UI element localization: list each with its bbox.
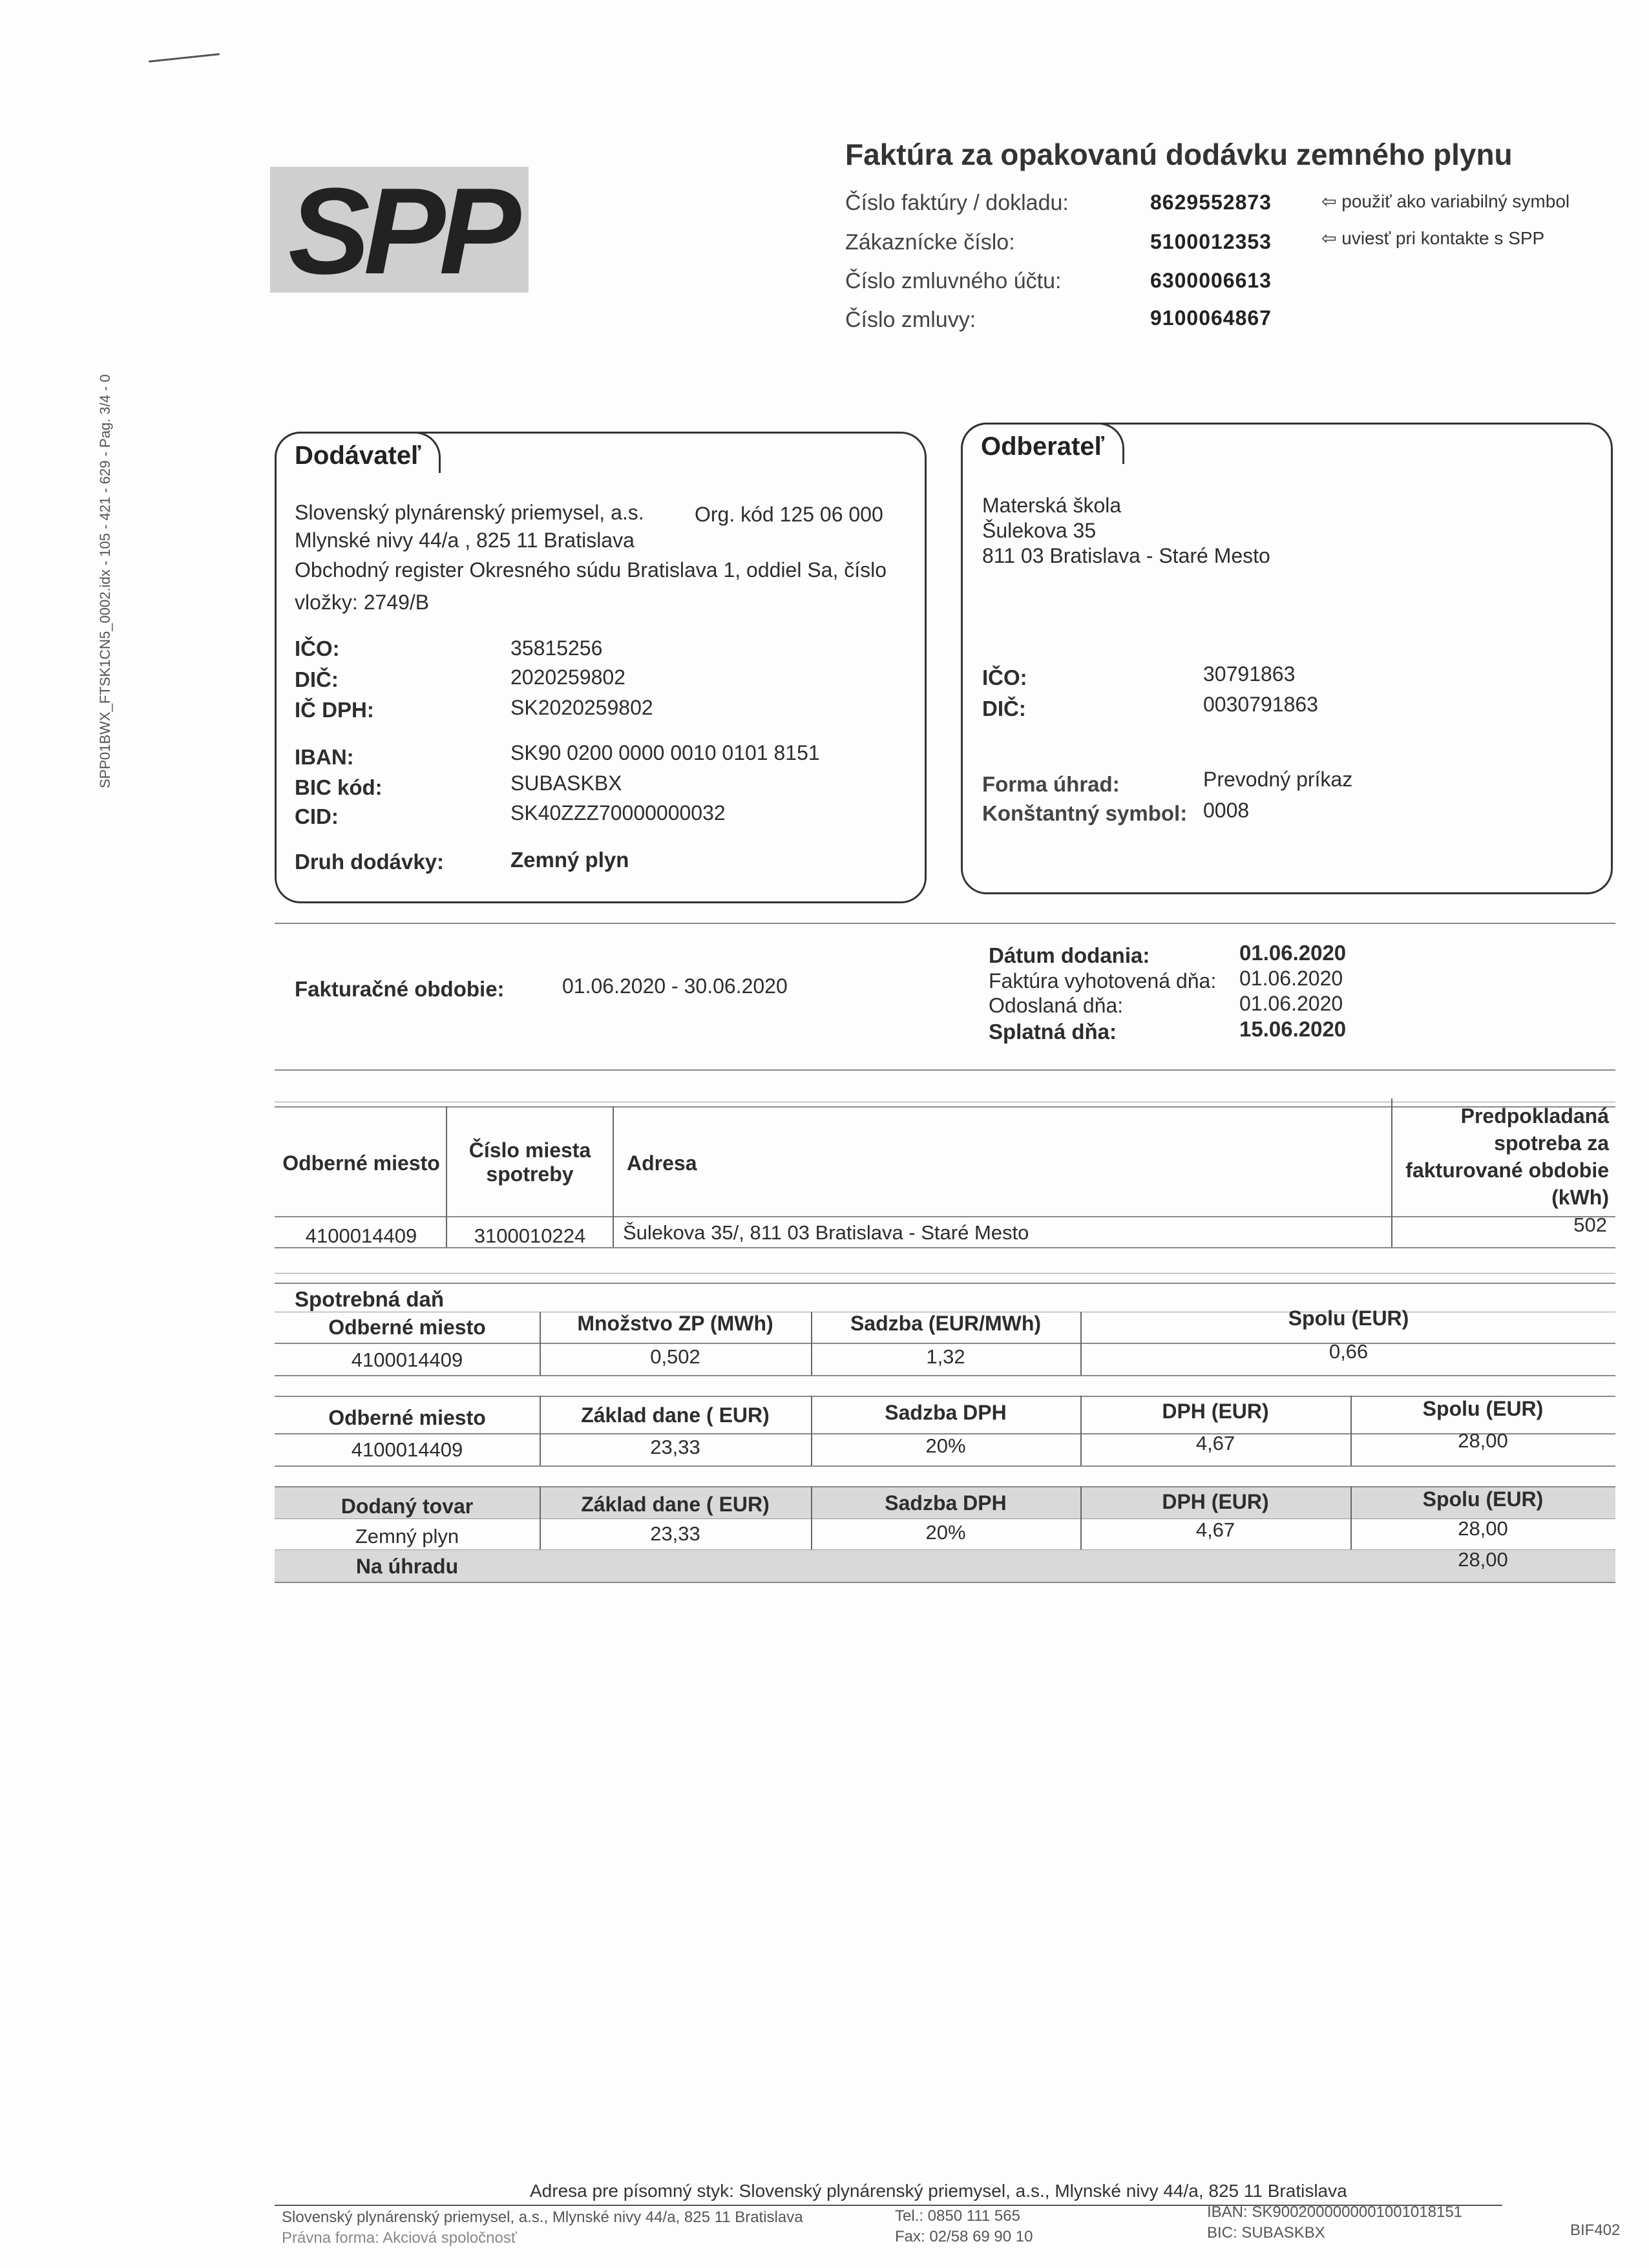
issued-date: 01.06.2020 [1239,967,1343,990]
sent-date-label: Odoslaná dňa: [989,994,1124,1017]
supplier-dic-label: DIČ: [295,667,339,691]
consumption-place: 4100014409 [305,1224,417,1247]
customer-number: 5100012353 [1150,230,1272,253]
consumption-kwh: 502 [1573,1213,1607,1236]
consumption-header-address: Adresa [627,1151,697,1175]
vat-header-vat: DPH (EUR) [1162,1400,1269,1423]
excise-amount: 0,502 [650,1345,700,1368]
supplier-bic-label: BIC kód: [295,775,383,799]
supplier-delivery: Zemný plyn [510,848,629,872]
summary-base: 23,33 [650,1522,700,1545]
customer-name: Materská škola [982,494,1122,517]
supplier-icdph-label: IČ DPH: [295,698,374,722]
customer-dic-label: DIČ: [982,697,1026,720]
table-col-line [613,1106,614,1247]
supplier-ico-label: IČO: [295,636,340,660]
customer-payment: Prevodný príkaz [1203,768,1353,791]
vat-header-total: Spolu (EUR) [1422,1397,1544,1420]
contract-number-label: Číslo zmluvy: [845,308,976,332]
footer-legal: Právna forma: Akciová spoločnosť [282,2229,517,2247]
vat-header-base: Základ dane ( EUR) [581,1403,770,1427]
supplier-delivery-label: Druh dodávky: [295,850,445,874]
customer-city: 811 03 Bratislava - Staré Mesto [982,544,1270,567]
supplier-iban-label: IBAN: [295,745,354,769]
table-col-line [446,1106,447,1247]
summary-header-vat: DPH (EUR) [1162,1490,1269,1513]
excise-title: Spotrebná daň [295,1287,445,1311]
summary-vat: 4,67 [1195,1518,1235,1541]
spp-logo [270,163,529,300]
customer-ks-label: Konštantný symbol: [982,801,1188,825]
supplier-cid-label: CID: [295,804,339,828]
vat-base: 23,33 [650,1436,700,1458]
scan-mark [149,53,220,62]
billing-period: 01.06.2020 - 30.06.2020 [562,974,788,998]
summary-header-total: Spolu (EUR) [1422,1487,1544,1511]
excise-header-amount: Množstvo ZP (MWh) [577,1312,773,1335]
table-line [275,1465,1615,1467]
spp-logo-text: SPP [288,163,515,300]
customer-title: Odberateľ [961,423,1124,464]
supplier-register: Obchodný register Okresného súdu Bratislava 1, oddiel Sa, číslo [295,558,887,582]
customer-ico: 30791863 [1203,662,1296,686]
amount-due-label: Na úhradu [355,1555,459,1578]
footer-code: BIF402 [1570,2221,1621,2239]
supplier-address: Mlynské nivy 44/a , 825 11 Bratislava [295,529,635,552]
customer-number-label: Zákaznícke číslo: [845,230,1015,255]
footer-fax: Fax: 02/58 69 90 10 [895,2228,1033,2245]
customer-payment-label: Forma úhrad: [982,772,1120,796]
side-document-code: SPP01BWX_FTSK1CN5_0002.idx - 105 - 421 - 629 - Pag. 3/4 - 0 [97,374,113,788]
supplier-icdph: SK2020259802 [510,696,653,719]
table-line [275,1273,1615,1274]
divider-line [275,1069,1615,1071]
summary-header-base: Základ dane ( EUR) [581,1493,770,1516]
delivery-date-label: Dátum dodania: [989,943,1150,967]
supplier-cid: SK40ZZZ70000000032 [510,801,726,824]
summary-total: 28,00 [1458,1517,1508,1540]
excise-header-place: Odberné miesto [328,1316,486,1339]
vat-total: 28,00 [1458,1429,1508,1452]
excise-header-total: Spolu (EUR) [1288,1307,1409,1330]
consumption-point-number: 3100010224 [474,1224,586,1247]
invoice-title: Faktúra za opakovanú dodávku zemného plynu [845,138,1513,171]
billing-period-label: Fakturačné obdobie: [295,977,505,1001]
table-line [275,1582,1615,1583]
vat-amount: 4,67 [1195,1432,1235,1454]
consumption-header-place: Odberné miesto [282,1151,440,1175]
footer-bic: BIC: SUBASKBX [1207,2224,1325,2242]
supplier-ico: 35815256 [510,636,603,660]
invoice-number-label: Číslo faktúry / dokladu: [845,191,1069,215]
excise-place: 4100014409 [351,1349,463,1371]
delivery-date: 01.06.2020 [1239,941,1347,965]
contract-account: 6300006613 [1150,269,1272,292]
consumption-header-kwh: Predpokladaná spotreba za fakturované obdobie (kWh) [1405,1104,1609,1209]
customer-ico-label: IČO: [982,666,1027,689]
due-date-label: Splatná dňa: [989,1020,1117,1044]
table-line [275,1375,1615,1376]
consumption-address: Šulekova 35/, 811 03 Bratislava - Staré Mesto [623,1221,1029,1244]
consumption-header-number: Číslo miesta spotreby [468,1139,591,1186]
supplier-org-code: Org. kód 125 06 000 [695,503,883,526]
footer-company: Slovenský plynárenský priemysel, a.s., Mlynské nivy 44/a, 825 11 Bratislava [282,2209,803,2226]
divider-line [275,923,1615,924]
supplier-register-2: vložky: 2749/B [295,591,430,614]
vat-place: 4100014409 [351,1438,463,1461]
summary-rate: 20% [925,1521,966,1544]
amount-due: 28,00 [1458,1548,1508,1571]
issued-date-label: Faktúra vyhotovená dňa: [989,969,1217,992]
customer-ks: 0008 [1203,799,1250,822]
vat-rate: 20% [925,1434,966,1457]
supplier-name: Slovenský plynárenský priemysel, a.s. [295,501,644,524]
summary-header-goods: Dodaný tovar [341,1495,474,1518]
footer-tel: Tel.: 0850 111 565 [895,2207,1020,2225]
footer-iban: IBAN: SK9002000000001001018151 [1207,2203,1463,2221]
contract-account-label: Číslo zmluvného účtu: [845,269,1062,293]
invoice-number: 8629552873 [1150,191,1272,214]
vat-header-place: Odberné miesto [328,1406,486,1429]
contract-number: 9100064867 [1150,306,1272,330]
supplier-bic: SUBASKBX [510,772,622,795]
excise-header-rate: Sadzba (EUR/MWh) [850,1312,1042,1335]
supplier-iban: SK90 0200 0000 0010 0101 8151 [510,741,820,764]
summary-header-rate: Sadzba DPH [885,1491,1007,1515]
excise-rate: 1,32 [926,1345,965,1368]
supplier-title: Dodávateľ [275,432,441,473]
table-line [275,1283,1615,1284]
due-date: 15.06.2020 [1239,1017,1347,1041]
excise-total: 0,66 [1329,1340,1369,1363]
customer-number-hint: ⇦ uviesť pri kontakte s SPP [1321,228,1545,248]
summary-goods: Zemný plyn [355,1525,459,1548]
customer-street: Šulekova 35 [982,519,1097,542]
invoice-number-hint: ⇦ použiť ako variabilný symbol [1321,191,1570,211]
sent-date: 01.06.2020 [1239,992,1343,1015]
vat-header-rate: Sadzba DPH [885,1401,1007,1424]
footer-address: Adresa pre písomný styk: Slovenský plynárenský priemysel, a.s., Mlynské nivy 44/a, 825 11 Bratislava [530,2181,1347,2201]
customer-dic: 0030791863 [1203,693,1318,716]
supplier-dic: 2020259802 [510,666,625,689]
